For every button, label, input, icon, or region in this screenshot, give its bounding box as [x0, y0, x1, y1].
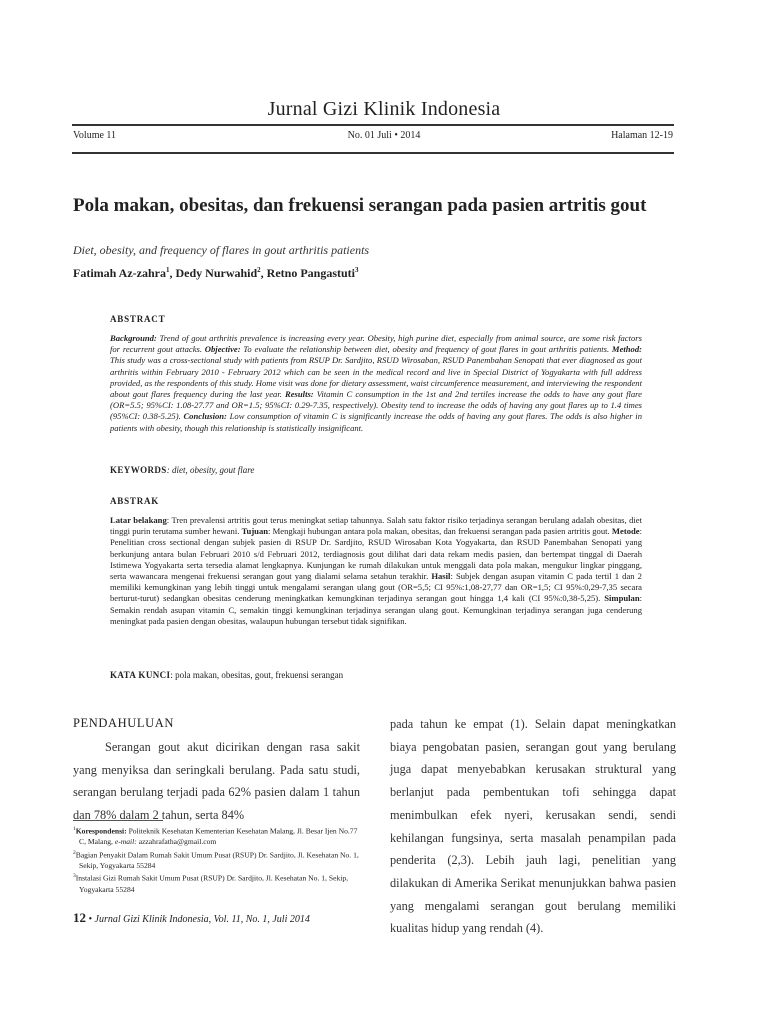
footer-citation: • Jurnal Gizi Klinik Indonesia, Vol. 11, No. 1, Juli 2014	[86, 914, 310, 925]
journal-issue: No. 01 Juli • 2014	[347, 130, 421, 141]
journal-volume: Volume 11	[73, 130, 117, 141]
keywords-en	[110, 465, 254, 475]
footnotes	[73, 824, 365, 895]
body-left-column: Serangan gout akut dicirikan dengan rasa sakit yang menyiksa dan seringkali berulang. Pada satu studi, serangan berulang terjadi pada 62% pasien dalam 1 tahun dan 78% dalam 2 tahun, serta 84%	[73, 740, 360, 823]
author-list: Fatimah Az-zahra$^1$, Dedy Nurwahid$^2$, Retno Pangastuti$^3$	[73, 266, 359, 280]
abstract-segment-label: Latar belakang	[110, 515, 167, 525]
footnote-divider	[73, 820, 163, 821]
keywords-id-text: : pola makan, obesitas, gout, frekuensi serangan	[170, 670, 344, 680]
abstract-segment-label: Results:	[285, 389, 314, 400]
footnote-label: Korespondensi:	[75, 826, 127, 836]
journal-name: Jurnal Gizi Klinik Indonesia	[267, 98, 501, 120]
body-right-column: pada tahun ke empat (1). Selain dapat meningkatkan biaya pengobatan pasien, serangan gout yang berulang juga dapat menyebabkan kerusakan struktural yang berlanjut pada pembentukan tofi sehingga dapat menimbulkan efek nyeri, kerusakan sendi, sendi kehilangan fungsinya, serta masalah penampilan pada penderita (2,3). Lebih jauh lagi, penelitian yang dilakukan di Amerika Serikat menunjukkan bahwa pasien yang mengalami serangan gout berulang memiliki kualitas hidup yang rendah (4).	[390, 717, 676, 936]
abstract-segment-text: Vitamin C consumption in the 1st and 2nd tertiles increase the odds to have any gout flare (OR=5.5; 95%CI: 1.08-27.77 and OR=1.5; 95%CI: 0.29-7.35, respectively). Obesity tend to increase the odds of having any gout flares up to 1.4 times (95%CI: 0.38-5.25).	[110, 389, 642, 422]
abstract-segment-label: Conclusion:	[183, 411, 227, 422]
abstract-id-heading: ABSTRAK	[110, 496, 160, 506]
footnote-text: Politeknik Kesehatan Kementerian Kesehatan Malang, Jl. Besar Ijen No.77 C, Malang,	[79, 826, 358, 847]
author-name: Fatimah Az-zahra	[73, 266, 166, 280]
abstract-segment-label: Background:	[110, 333, 157, 343]
author-name: Dedy Nurwahid	[175, 266, 258, 280]
footnote-email: azzahrafatha@gmail.com	[136, 837, 217, 847]
abstract-segment-text: This study was a cross-sectional study with patients from RSUP Dr. Sardjito, RSUD Wirosaban, RSUD Panembahan Senopati that ever diagnosed as gout arthritis within February 2010 - February 2012 which can be seen in the medical record and live in Special District of Yogyakarta with full address provided, as the respondents of this study. Home visit was done for dietary assessment, waist circumference measurement, and interviewing the respondent about gout flares frequency during the last year.	[110, 355, 642, 400]
section-heading: PENDAHULUAN	[73, 716, 175, 730]
author-name: Retno Pangastuti	[266, 266, 356, 280]
abstract-id-body	[110, 515, 642, 627]
footnote	[73, 824, 365, 848]
footnote-mark: 1	[73, 826, 76, 832]
header-rule-bottom	[72, 152, 674, 154]
footnote-text: Bagian Penyakit Dalam Rumah Sakit Umum Pusat (RSUP) Dr. Sardjito, Jl. Kesehatan No. 1, Sekip, Yogyakarta 55284	[75, 850, 359, 870]
abstract-segment-label: Method:	[611, 344, 642, 355]
keywords-en-label: KEYWORDS	[110, 465, 167, 475]
abstract-segment-label: Simpulan	[604, 593, 640, 604]
author-affiliation-mark: 2	[257, 266, 261, 274]
author-affiliation-mark: 3	[355, 266, 359, 274]
footnote	[73, 848, 365, 872]
abstract-segment-text: : Subjek dengan asupan vitamin C pada tertil 1 dan 2 memiliki kemungkinan yang lebih tinggi untuk mengalami serangan ulang gout (OR=5,5; CI 95%:1,08-27,77 dan OR=1,5; CI 95%:0,29-7,35 secara berturut-turut) sedangkan obesitas cenderung meningkatkan kemungkinan terjadinya serangan gout hingga 1,4 kali (CI 95%:0,38-5,25).	[110, 571, 642, 604]
abstract-en-heading: ABSTRACT	[110, 314, 166, 324]
footnote-mark: 2	[73, 849, 76, 856]
abstract-en-body	[110, 333, 642, 434]
footnote-text: Instalasi Gizi Rumah Sakit Umum Pusat (RSUP) Dr. Sardjito, Jl. Kesehatan No. 1, Sekip, Yogyakarta 55284	[75, 873, 349, 894]
journal-pages: Halaman 12-19	[611, 130, 673, 141]
abstract-segment-label: Objective:	[204, 344, 241, 355]
abstract-segment-label: Metode	[611, 526, 640, 537]
header-rule-top	[72, 124, 674, 126]
page-number: 12	[73, 910, 86, 925]
footnote-email-label: e-mail:	[114, 837, 137, 847]
abstract-segment-label: Hasil	[431, 571, 451, 582]
keywords-en-text: : diet, obesity, gout flare	[166, 465, 255, 475]
article-title: Pola makan, obesitas, dan frekuensi serangan pada pasien artritis gout	[73, 195, 647, 216]
abstract-segment-text: : Tren prevalensi artritis gout terus meningkat setiap tahunnya. Salah satu faktor risiko terjadinya serangan berulang adalah obesitas, diet tinggi purin terutama sumber hewani.	[110, 515, 642, 537]
author-affiliation-mark: 1	[165, 266, 170, 274]
abstract-segment-label: Tujuan	[241, 526, 269, 537]
keywords-id-label: KATA KUNCI	[110, 670, 171, 680]
abstract-segment-text: Low consumption of vitamin C is significantly increase the odds of having any gout flares. The odds is also higher in patients with obesity, though this relationship is statistically insignificant.	[110, 411, 642, 433]
abstract-segment-text: : Semakin rendah asupan vitamin C, semakin tinggi kemungkinan terjadinya serangan ulang gout. Kemungkinan terjadinya serangan juga cenderung meningkat pada pasien dengan obesitas, walaupun hubungan tersebut tidak signifikan.	[110, 593, 642, 626]
abstract-segment-text: Trend of gout arthritis prevalence is increasing every year. Obesity, high purine diet, especially from animal source, are some risk factors for recurrent gout attacks.	[110, 333, 642, 355]
abstract-segment-text: : Penelitian cross sectional dengan subjek pasien di RSUP Dr. Sardjito, RSUD Wirosaban Kota Yogyakarta, dan RSUD Panembahan Senopati yang berkunjung antara bulan Februari 2010 s/d Februari 2012, terdiagnosis gout dilihat dari data rekam medis pasien, dan bertempat tinggal di Daerah Istimewa Yogyakarta serta tersedia alamat lengkapnya. Kunjungan ke rumah dilakukan untuk menggali data pola makan, mengukur lingkar pinggang, serta wawancara mengenai frekuensi serangan gout yang dialami selama setahun terakhir.	[110, 526, 642, 582]
abstract-segment-text: To evaluate the relationship between diet, obesity and frequency of gout flares in gout arthritis patients.	[240, 344, 612, 355]
page-footer	[73, 910, 310, 926]
keywords-id	[110, 670, 343, 680]
article-subtitle: Diet, obesity, and frequency of flares in gout arthritis patients	[73, 243, 370, 257]
abstract-segment-text: : Mengkaji hubungan antara pola makan, obesitas, dan frekuensi serangan pada pasien artritis gout.	[268, 526, 612, 537]
footnote	[73, 871, 365, 895]
footnote-mark: 3	[73, 873, 76, 880]
